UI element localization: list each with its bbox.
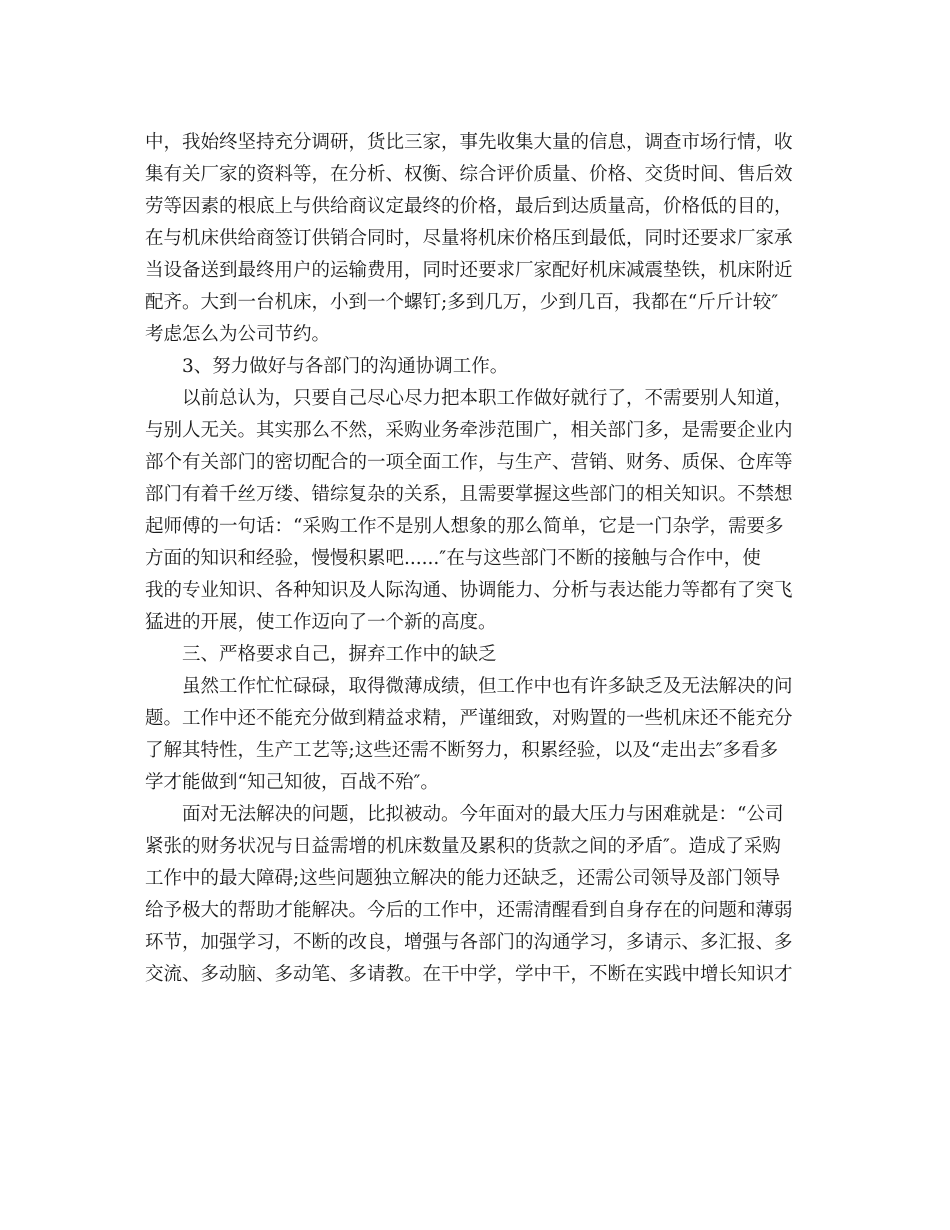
section-heading: 3、努力做好与各部门的沟通协调工作。 [182,356,509,377]
document-body [145,127,807,991]
text-line: 了解其特性，生产工艺等;这些还需不断努力，积累经验，以及“走出去″多看多 [145,740,779,761]
text-line: 当设备送到最终用户的运输费用，同时还要求厂家配好机床减震垫铁，机床附近 [145,260,793,281]
section-heading: 三、严格要求自己，摒弃工作中的缺乏 [182,644,497,665]
text-line: 在与机床供给商签订供销合同时，尽量将机床价格压到最低，同时还要求厂家承 [145,228,793,249]
text-line: 环节，加强学习，不断的改良，增强与各部门的沟通学习，多请示、多汇报、多 [145,932,793,953]
text-line: 与别人无关。其实那么不然，采购业务牵涉范围广，相关部门多，是需要企业内 [145,420,793,441]
text-line: 劳等因素的根底上与供给商议定最终的价格，最后到达质量高，价格低的目的， [145,196,793,217]
text-line: 考虑怎么为公司节约。 [145,324,331,345]
text-line: 配齐。大到一台机床，小到一个螺钉;多到几万，少到几百，我都在“斤斤计较″ [145,292,779,313]
text-line: 给予极大的帮助才能解决。今后的工作中，还需清醒看到自身存在的问题和薄弱 [145,900,793,921]
paragraph-first-line: 虽然工作忙忙碌碌，取得微薄成绩，但工作中也有许多缺乏及无法解决的问 [182,676,793,697]
text-line: 方面的知识和经验，慢慢积累吧......″在与这些部门不断的接触与合作中，使 [145,548,761,569]
text-line: 部个有关部门的密切配合的一项全面工作，与生产、营销、财务、质保、仓库等 [145,452,793,473]
text-line: 紧张的财务状况与日益需增的机床数量及累积的货款之间的矛盾″。造成了采购 [145,836,781,857]
text-line: 猛进的开展，使工作迈向了一个新的高度。 [145,612,497,633]
text-line: 交流、多动脑、多动笔、多请教。在干中学，学中干，不断在实践中增长知识才 [145,964,793,985]
text-line: 我的专业知识、各种知识及人际沟通、协调能力、分析与表达能力等都有了突飞 [145,580,793,601]
text-line: 中，我始终坚持充分调研，货比三家，事先收集大量的信息，调查市场行情，收 [145,132,793,153]
paragraph-first-line: 面对无法解决的问题，比拟被动。今年面对的最大压力与困难就是：“公司 [182,804,784,825]
paragraph-first-line: 以前总认为，只要自己尽心尽力把本职工作做好就行了，不需要别人知道， [182,388,793,409]
text-line: 部门有着千丝万缕、错综复杂的关系，且需要掌握这些部门的相关知识。不禁想 [145,484,793,505]
text-line: 题。工作中还不能充分做到精益求精，严谨细致，对购置的一些机床还不能充分 [145,708,793,729]
text-line: 起师傅的一句话：“采购工作不是别人想象的那么简单，它是一门杂学，需要多 [145,516,784,537]
text-line: 工作中的最大障碍;这些问题独立解决的能力还缺乏，还需公司领导及部门领导 [145,868,781,889]
text-line: 学才能做到“知己知彼，百战不殆″。 [145,772,439,793]
text-line: 集有关厂家的资料等，在分析、权衡、综合评价质量、价格、交货时间、售后效 [145,164,793,185]
